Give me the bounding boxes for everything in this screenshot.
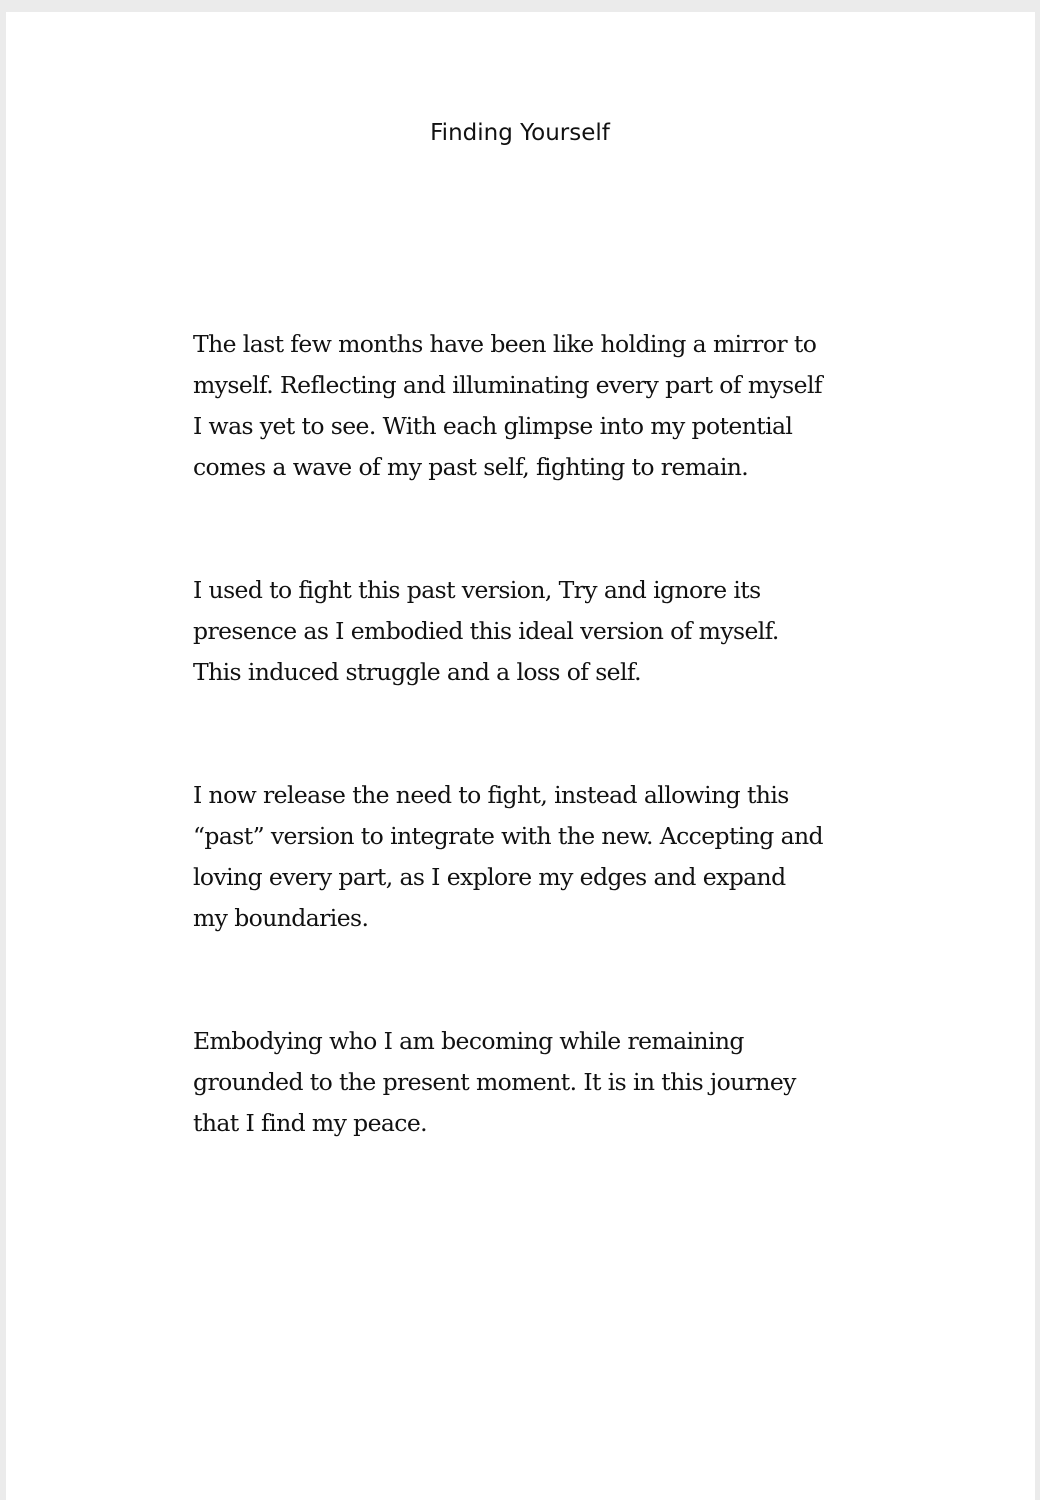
paragraph-line: loving every part, as I explore my edges and expand [193, 863, 786, 891]
document-title: Finding Yourself [430, 120, 610, 146]
paragraph-line: This induced struggle and a loss of self. [193, 658, 642, 686]
document-body [193, 324, 873, 1226]
paragraph-line: I was yet to see. With each glimpse into my potential [193, 412, 793, 440]
paragraph-line: myself. Reflecting and illuminating every part of myself [193, 371, 822, 399]
paragraph-line: “past” version to integrate with the new. Accepting and [193, 822, 823, 850]
paragraph-line: presence as I embodied this ideal version of myself. [193, 617, 779, 645]
paragraph-line: grounded to the present moment. It is in this journey [193, 1068, 796, 1096]
paragraph-line: that I find my peace. [193, 1109, 428, 1137]
paragraph-2 [193, 570, 873, 693]
paragraph-1 [193, 324, 873, 488]
paragraph-line: I now release the need to fight, instead allowing this [193, 781, 789, 809]
paragraph-line: my boundaries. [193, 904, 369, 932]
paragraph-line: I used to fight this past version, Try and ignore its [193, 576, 761, 604]
paragraph-line: comes a wave of my past self, fighting to remain. [193, 453, 749, 481]
paragraph-4 [193, 1021, 873, 1144]
paragraph-line: Embodying who I am becoming while remaining [193, 1027, 744, 1055]
paragraph-3 [193, 775, 873, 939]
document-page [6, 12, 1035, 1500]
paragraph-line: The last few months have been like holding a mirror to [193, 330, 817, 358]
